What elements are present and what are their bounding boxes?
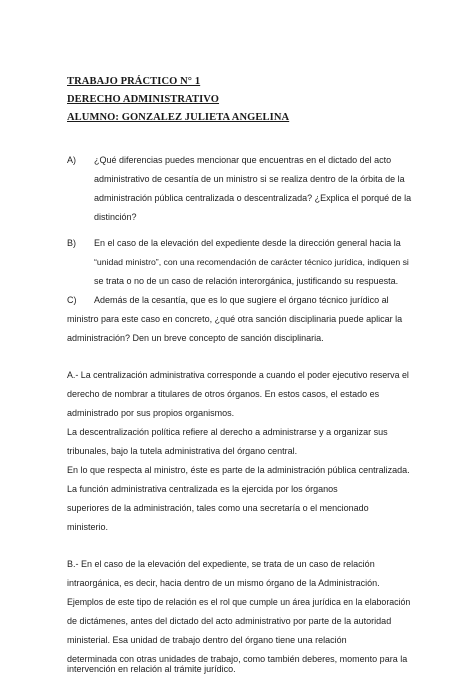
course-title: DERECHO ADMINISTRATIVO xyxy=(67,94,220,105)
question-a-line: administración pública centralizada o descentralizada? ¿Explica el porqué de la xyxy=(94,193,412,203)
answer-a-line: superiores de la administración, tales como una secretaría o el mencionado xyxy=(67,503,369,513)
answer-b-line: intraorgánica, es decir, hacia dentro de un mismo órgano de la Administración. xyxy=(67,578,380,588)
question-b-marker: B) xyxy=(67,238,76,248)
answer-a-line: La función administrativa centralizada es la ejercida por los órganos xyxy=(67,484,338,494)
answer-a-line: En lo que respecta al ministro, éste es parte de la administración pública centralizada. xyxy=(67,465,410,475)
question-a-line: distinción? xyxy=(94,212,137,222)
question-a-line: ¿Qué diferencias puedes mencionar que encuentras en el dictado del acto xyxy=(94,155,392,165)
assignment-title: TRABAJO PRÁCTICO N° 1 xyxy=(67,76,201,87)
answer-a-line: La descentralización política refiere al derecho a administrarse y a organizar sus xyxy=(67,427,388,437)
answer-b-line: Ejemplos de este tipo de relación es el rol que cumple un área jurídica en la elaboración xyxy=(67,597,411,607)
question-c-line: administración? Den un breve concepto de sanción disciplinaria. xyxy=(67,333,324,343)
question-c-marker: C) xyxy=(67,295,77,305)
question-b-line: se trata o no de un caso de relación interorgánica, justificando su respuesta. xyxy=(94,276,399,286)
answer-b-line: ministerial. Esa unidad de trabajo dentro del órgano tiene una relación xyxy=(67,635,347,645)
question-c-line: ministro para este caso en concreto, ¿qué otra sanción disciplinaria puede aplicar la xyxy=(67,314,403,324)
answer-a-line: administrado por sus propios organismos. xyxy=(67,408,235,418)
answer-b-line: B.- En el caso de la elevación del expediente, se trata de un caso de relación xyxy=(67,559,375,569)
question-b-line: “unidad ministro”, con una recomendación de carácter técnico jurídica, indiquen si xyxy=(94,257,409,267)
answer-b-line: intervención en relación al trámite jurídico. xyxy=(67,664,236,674)
answer-a-line: derecho de nombrar a titulares de otros órganos. En estos casos, el estado es xyxy=(67,389,380,399)
answer-a-line: A.- La centralización administrativa corresponde a cuando el poder ejecutivo reserva el xyxy=(67,370,409,380)
answer-a-line: ministerio. xyxy=(67,522,109,532)
question-a-line: administrativo de cesantía de un ministro si se realiza dentro de la órbita de la xyxy=(94,174,405,184)
answer-b-line: determinada con otras unidades de trabajo, como también deberes, momento para la xyxy=(67,654,408,664)
answer-b-line: de dictámenes, antes del dictado del acto administrativo por parte de la autoridad xyxy=(67,616,392,626)
question-b-line: En el caso de la elevación del expediente desde la dirección general hacia la xyxy=(94,238,401,248)
student-name: ALUMNO: GONZALEZ JULIETA ANGELINA xyxy=(67,112,290,123)
question-a-marker: A) xyxy=(67,155,76,165)
question-c-line: Además de la cesantía, que es lo que sugiere el órgano técnico jurídico al xyxy=(94,295,389,305)
answer-a-line: tribunales, bajo la tutela administrativa del órgano central. xyxy=(67,446,298,456)
